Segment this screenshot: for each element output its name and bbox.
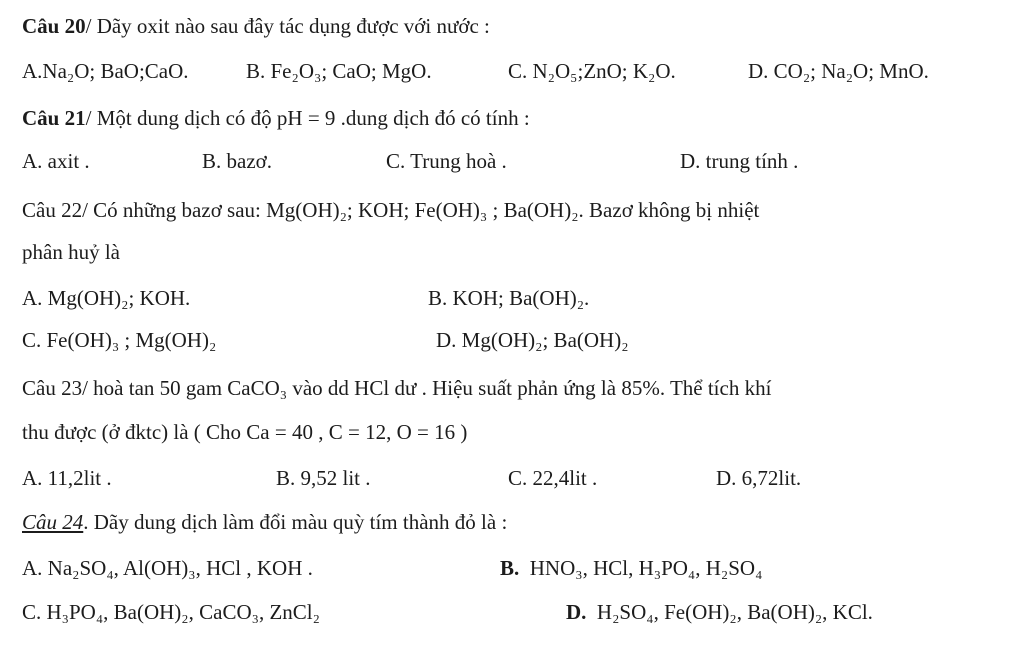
q22-option-c: C. Fe(OH)₃ ; Mg(OH)₂	[22, 328, 217, 352]
q22-option-b: B. KOH; Ba(OH)₂.	[428, 286, 590, 310]
q22-option-a: A. Mg(OH)₂; KOH.	[22, 286, 191, 310]
q23-option-c: C. 22,4lit .	[508, 466, 598, 490]
question-text: / Dãy oxit nào sau đây tác dụng được với nước :	[85, 14, 490, 38]
q24-option-b	[500, 554, 762, 582]
question-22-continued: phân huỷ là	[22, 240, 120, 264]
q20-option-d: D. CO₂; Na₂O; MnO.	[748, 59, 929, 83]
q24-option-a: A. Na₂SO₄, Al(OH)₃, HCl , KOH .	[22, 556, 313, 580]
q20-option-a: A.Na₂O; BaO;CaO.	[22, 59, 189, 83]
question-label: Câu 22	[22, 198, 83, 222]
option-text: H₂SO₄, Fe(OH)₂, Ba(OH)₂, KCl.	[596, 600, 873, 624]
question-text: / Có những bazơ sau: Mg(OH)₂; KOH; Fe(OH)₃ ; Ba(OH)₂. Bazơ không bị nhiệt	[82, 198, 760, 222]
question-23	[22, 374, 771, 402]
q23-option-a: A. 11,2lit .	[22, 466, 112, 490]
q23-option-b: B. 9,52 lit .	[276, 466, 371, 490]
question-label: Câu 23	[22, 376, 83, 400]
q24-option-d	[566, 598, 873, 626]
option-text: HNO₃, HCl, H₃PO₄, H₂SO₄	[529, 556, 763, 580]
q21-option-d: D. trung tính .	[680, 149, 799, 173]
q22-option-d: D. Mg(OH)₂; Ba(OH)₂	[436, 328, 629, 352]
question-20	[22, 12, 490, 40]
q21-option-c: C. Trung hoà .	[386, 149, 507, 173]
q21-option-b: B. bazơ.	[202, 149, 273, 173]
option-letter: D.	[566, 600, 587, 624]
question-22	[22, 196, 759, 224]
q24-option-c: C. H₃PO₄, Ba(OH)₂, CaCO₃, ZnCl₂	[22, 600, 320, 624]
question-text: . Dãy dung dịch làm đổi màu quỳ tím thành đỏ là :	[83, 510, 508, 534]
question-24	[22, 508, 507, 536]
question-21	[22, 104, 530, 132]
option-letter: B.	[500, 556, 520, 580]
question-label: Câu 20	[22, 14, 86, 38]
question-text: / hoà tan 50 gam CaCO₃ vào dd HCl dư . Hiệu suất phản ứng là 85%. Thể tích khí	[82, 376, 772, 400]
question-text: / Một dung dịch có độ pH = 9 .dung dịch đó có tính :	[85, 106, 530, 130]
q20-option-b: B. Fe₂O₃; CaO; MgO.	[246, 59, 432, 83]
q21-option-a: A. axit .	[22, 149, 90, 173]
question-label: Câu 21	[22, 106, 86, 130]
q23-option-d: D. 6,72lit.	[716, 466, 802, 490]
question-label: Câu 24	[22, 510, 84, 534]
q20-option-c: C. N₂O₅;ZnO; K₂O.	[508, 59, 676, 83]
question-23-continued: thu được (ở đktc) là ( Cho Ca = 40 , C = 12, O = 16 )	[22, 420, 468, 444]
cutoff-next-line	[22, 636, 782, 650]
